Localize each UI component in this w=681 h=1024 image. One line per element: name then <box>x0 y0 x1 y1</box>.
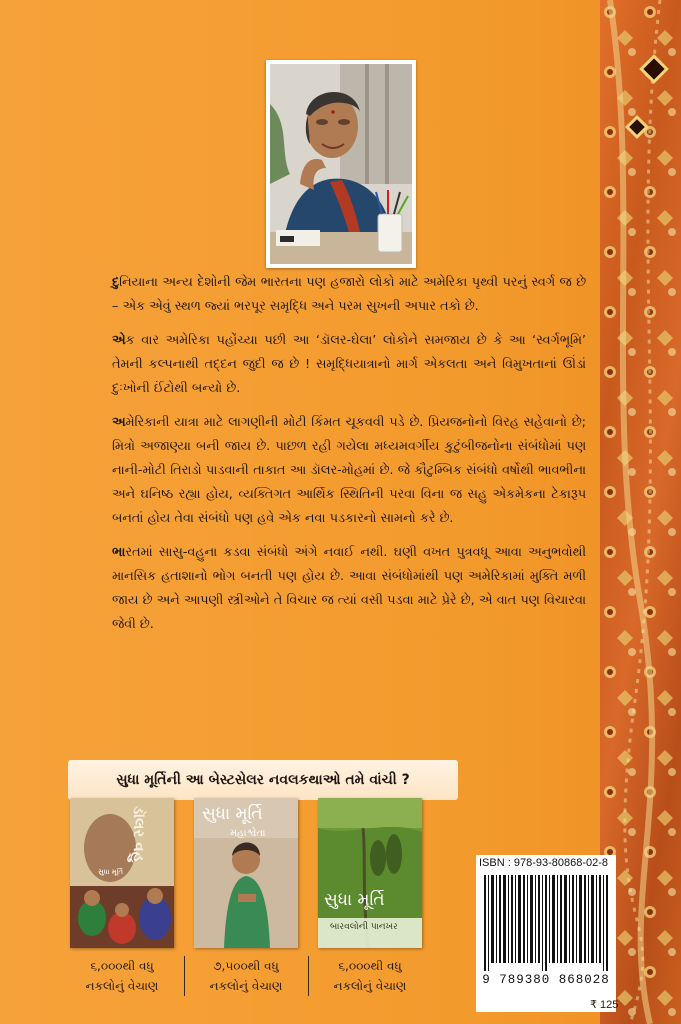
paragraph-text: રતમાં સાસુ-વહુના કડવા સંબંધો અંગે નવાઈ નથી. ઘણી વખત પુત્રવધૂ આવા અનુભવોથી માનસિક હતાશાનો ભોગ બનતી પણ હોય છે. આવા સંબંધોમાંથી પણ અમેરિકામાં મુક્તિ મળી જાય છે અને આપણી સ્ત્રીઓને તે વિચાર જ ત્યાં વસી પડવા માટે પ્રેરે છે, એ વાત પણ વિચારવા જેવી છે. <box>112 545 586 632</box>
book-author: સુધા મૂર્તિ <box>202 804 263 824</box>
paragraph <box>112 541 586 637</box>
paragraph-drop-letter: એ <box>112 333 126 348</box>
book-author: સુધા મૂર્તિ <box>324 890 385 910</box>
paragraph-drop-letter: ભા <box>112 545 126 560</box>
synopsis-text <box>112 271 586 647</box>
author-photo <box>266 60 416 268</box>
paragraph-text: ક વાર અમેરિકા પહોંચ્યા પછી આ ‘ડૉલર-ઘેલા’ લોકોને સમજાય છે કે આ ‘સ્વર્ગભૂમિ’ તેમની કલ્પનાથી તદ્દન જુદી જ છે ! સમૃદ્ધિયાત્રાનો માર્ગ એકલતા અને વિમુખતાનાં ઊંડાં દુઃખોની ઈંટોથી બન્યો છે. <box>112 333 586 396</box>
barcode-number: 9 789380 868028 <box>482 973 610 987</box>
paragraph-drop-letter: અ <box>112 415 126 430</box>
isbn-barcode-box <box>476 855 619 1012</box>
paragraph <box>112 411 586 531</box>
paragraph <box>112 329 586 401</box>
sales-label: નકલોનું વેચાણ <box>209 979 283 993</box>
book-author: સુધા મૂર્તિ <box>98 868 123 876</box>
paragraph-text: નિયાના અન્ય દેશોની જેમ ભારતના પણ હજારો લોકો માટે અમેરિકા પૃથ્વી પરનું સ્વર્ગ જ છે – એક એવું સ્થળ જ્યાં ભરપૂર સમૃદ્ધિ અને પરમ સુખની અપાર તકો છે. <box>112 275 586 314</box>
book-sales-info <box>190 956 302 996</box>
paragraph-text: મેરિકાની યાત્રા માટે લાગણીની મોટી કિંમત ચૂકવવી પડે છે. પ્રિયજનોનો વિરહ સહેવાનો છે; મિત્રો અજાણ્યા બની જાય છે. પાછળ રહી ગયેલા મધ્યમવર્ગીય કુટુંબીજનોના સંબંધોમાં પણ નાની-મોટી તિરાડો પાડવાની તાકાત આ ડૉલર-મોહમાં છે. જે કૌટુમ્બિક સંબંધો વર્ષોથી ભાવભીના અને ઘનિષ્ઠ રહ્યા હોય, વ્યક્તિગત આર્થિક સ્થિતિની પરવા વિના જ સહુ એકમેકના ટેકારૂપ બનતાં હોય તેવા સંબંધો પણ હવે એક નવા પડકારનો સામનો કરે છે. <box>112 415 586 526</box>
barcode-icon <box>482 875 610 971</box>
book-cover-mahashweta <box>194 798 298 948</box>
book-title: મહાશ્વેતા <box>230 828 266 839</box>
sales-count: ૬,૦૦૦થી વધુ <box>338 959 402 973</box>
book-sales-info <box>66 956 178 996</box>
book-title: બારવલોની પાનખર <box>330 922 398 932</box>
sales-count: ૭,૫૦૦થી વધુ <box>213 959 279 973</box>
book-cover-barvalo <box>318 798 422 948</box>
book-sales-info <box>314 956 426 996</box>
paragraph-drop-letter: દુ <box>112 275 120 290</box>
bestseller-banner: સુધા મૂર્તિની આ બેસ્ટસેલર નવલકથાઓ તમે વાંચી ? <box>68 760 458 800</box>
divider <box>184 956 185 996</box>
sales-count: ૬,૦૦૦થી વધુ <box>90 959 154 973</box>
book-cover-dollar-vahu <box>70 798 174 948</box>
isbn-text: ISBN : 978-93-80868-02-8 <box>479 857 609 869</box>
paragraph <box>112 271 586 319</box>
sales-label: નકલોનું વેચાણ <box>85 979 159 993</box>
divider <box>308 956 309 996</box>
sales-label: નકલોનું વેચાણ <box>333 979 407 993</box>
price-label: ₹ 125 <box>590 999 619 1011</box>
book-title: ડૉલર વહુ <box>130 806 148 863</box>
